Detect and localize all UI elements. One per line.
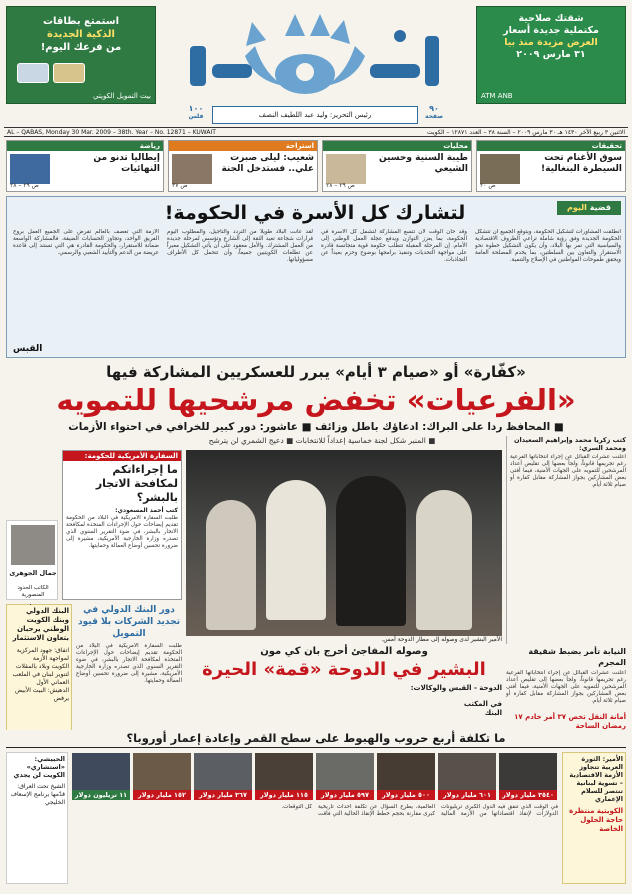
person-name: جمال الجوهرى bbox=[9, 569, 57, 577]
dateline-bar bbox=[4, 127, 628, 137]
note-text: الكويتية منتظرة حاجة الحلول الخاصة bbox=[569, 807, 623, 833]
price-value: ١٠٠ bbox=[188, 104, 204, 113]
teaser-page: ص ٢٩ – ٢٨ bbox=[326, 182, 355, 189]
note-text: الأمير: الثورة العربية تتجاوز الأزمة الاقتصادية – تسوية لبنانية تنتصر للسلام الإعماري bbox=[569, 755, 623, 803]
kicker-headline[interactable]: «كفّارة» أو «صيام ٣ أيام» يبرر للعسكريين المشاركة فيها bbox=[106, 363, 526, 381]
price-label: ٥٠٠ مليار دولار bbox=[377, 790, 435, 800]
card-icon bbox=[17, 63, 49, 83]
editorial-column: وقد حان الوقت لأن تتسع المشاركة لتشمل كل الأسرة في الحكومة، بما يعزز التوازن ويدفع عجلة العمل الوطني إلى الأمام. إن المرحلة المقبلة تتطلب حكومة قوية متجانسة قادرة على مواجهة التحديات وتنفيذ برامجها بوضوح وحزم بعيداً عن التجاذبات. bbox=[321, 229, 467, 263]
column-box-label: السفارة الأمريكية للحكومة: bbox=[63, 451, 181, 461]
masthead-editor-line: رئيس التحرير: وليد عبد اللطيف النصف bbox=[212, 106, 418, 124]
photo-caption: الأمير البشير لدى وصوله إلى مطار الدوحة أمس. bbox=[381, 636, 502, 643]
price-unit: فلس bbox=[188, 113, 204, 120]
divider bbox=[6, 747, 626, 748]
sub-headline[interactable]: ■ المحافظ ردا على البراك: ادعاؤك باطل وزائف ■ عاشور: دور كبير للخرافي في احتواء الأزمات bbox=[68, 421, 564, 433]
teaser-3[interactable] bbox=[168, 140, 318, 192]
person-photo bbox=[11, 525, 55, 565]
editorial-box bbox=[6, 196, 626, 358]
masthead-logo bbox=[170, 6, 460, 104]
editorial-column: انطلقت المشاورات لتشكيل الحكومة، ويتوقع الجميع أن تتشكل الحكومة الجديدة وفق رؤية شاملة تراعي الظروف الاقتصادية والسياسية التي تمر بها البلاد، وأن يكون التشكيل خطوة نحو الاستقرار والتعاون بين السلطتين، بما يخدم المصلحة العامة ويحقق طموحات المواطنين في الإصلاح والتنمية. bbox=[475, 229, 621, 263]
sidebar-item-title[interactable]: دور البنك الدولي في تجديد الشركات بلا قيود التمويل bbox=[78, 605, 180, 639]
pages-value: ٩٠ bbox=[429, 104, 439, 113]
photo-dateline: الدوحة - القبس والوكالات: bbox=[410, 684, 502, 692]
ad-line: الذكية الجديدة bbox=[46, 29, 115, 40]
list-item: الكويت وبلاد بالمقلات bbox=[15, 663, 69, 670]
sidebar-item-text: طلبت السفارة الأمريكية في البلاد من الحكومة تقديم إيضاحات حول الإجراءات المتخذة لمكافحة الاتجار بالبشر، في ضوء التقرير السنوي الذي تصدره وزارة الخارجية الأمريكية، مشيرة إلى ضرورة تحسين أوضاع العمالة وحمايتها. bbox=[76, 643, 182, 684]
editorial-badge-label2: اليوم bbox=[567, 203, 587, 212]
photo-kicker: وصوله المفاجئ أحرج بان كي مون bbox=[260, 646, 428, 657]
sidebar-small-headline[interactable]: في المكتب البنك bbox=[463, 700, 502, 717]
figure-shape bbox=[416, 490, 472, 630]
list-item: الدهيش: البيت الأبيض يرفض bbox=[14, 687, 69, 702]
teaser-page: ص ٣٧ bbox=[172, 182, 188, 189]
price-label: ١١٥ مليار دولار bbox=[255, 790, 313, 800]
dateline-english: AL – QABAS, Monday 30 Mar. 2009 – 38th. Year – No. 12871 – KUWAIT bbox=[7, 129, 216, 136]
teaser-4[interactable] bbox=[6, 140, 164, 192]
sidebar-headline[interactable]: أمانة النقل تخص ٣٧ أمر خادم ١٧ رمضان الساحة bbox=[514, 713, 626, 730]
teaser-text: طيبة السنية وحسين الشيعي bbox=[379, 153, 468, 174]
lead-photo[interactable] bbox=[186, 450, 502, 636]
sidebar-text: أعلنت عشرات القبائل عن إجراء انتخاباتها الفرعية رغم تجريمها قانوناً، ولجأ بعضها إلى تقليص أعداد المرشحين للتمويه على الجهات الأمنية، فيما أفتى بعض المشاركين بجواز المشاركة مقابل كفارة أو صيام ثلاثة أيام. bbox=[506, 670, 626, 704]
bottom-article-text: في الوقت الذي تنفق فيه الدول الكبرى تريليونات الدولارات لإنقاذ اقتصاداتها من الأزمة المالية العالمية، يطرح السؤال عن تكلفة أحداث تاريخية كبرى مقارنة بحجم خطط الإنقاذ الحالية التي فاقت كل التوقعات. bbox=[281, 804, 558, 817]
lead-column bbox=[506, 436, 626, 644]
teaser-text: إيطاليا تدنو من النهائيات bbox=[93, 153, 160, 174]
spacer bbox=[30, 604, 31, 605]
lead-byline: كتب زكريا محمد وإبراهيم السعيدان ومحمد السري: bbox=[513, 436, 626, 452]
teaser-page: ص ٢٩ – ٢٨ bbox=[10, 182, 39, 189]
price-label: ٦٠١ مليار دولار bbox=[438, 790, 496, 800]
editorial-column: لقد عانت البلاد طويلاً من التردد والتأجيل، والمطلوب اليوم قرارات شجاعة تعيد الثقة إلى الشارع وتؤسس لمرحلة جديدة من العمل المشترك. والأمل معقود على أن يأتي التشكيل معبراً عن تطلعات الكويتيين جميعاً، وأن تتحمل كل الأطراف مسؤولياتها. bbox=[167, 229, 313, 263]
logo-emblem-icon bbox=[170, 6, 460, 104]
teaser-section: رياضة bbox=[7, 141, 163, 151]
price-label: ٣٦٧ مليار دولار bbox=[194, 790, 252, 800]
list-item: اتفاق: جهود المركزية لمواجهة الأزمة bbox=[16, 647, 69, 662]
left-advertisement[interactable] bbox=[6, 6, 156, 104]
right-note-box bbox=[562, 752, 626, 884]
list-item: لتنوير لبنان في الملعب العماني الأول bbox=[12, 671, 69, 686]
column-box-text: طلبت السفارة الأمريكية في البلاد من الحكومة تقديم إيضاحات حول الإجراءات المتخذة لمكافحة الاتجار بالبشر، في ضوء التقرير السنوي الذي تصدره وزارة الخارجية الأمريكية، مشيرة إلى ضرورة تحسين أوضاع العمالة وحمايتها. bbox=[66, 515, 178, 549]
card-icon bbox=[53, 63, 85, 83]
teaser-section: استراحة bbox=[169, 141, 317, 151]
figure-shape bbox=[206, 500, 256, 630]
price-label: ١١ تريليون دولار bbox=[72, 790, 130, 800]
column-box-byline: كتب أحمد المسعودي: bbox=[115, 507, 178, 514]
pages-unit: صفحة bbox=[424, 113, 444, 120]
ad-footer: ATM ANB bbox=[481, 92, 513, 100]
left-box-title[interactable]: البنك الدولي وبنك الكويت الوطني يرحبان بتعاون الاستثمار bbox=[12, 607, 69, 642]
left-sidebar-items bbox=[76, 604, 182, 744]
teaser-photo bbox=[172, 154, 212, 184]
main-headline[interactable]: «الفرعيات» تخفض مرشحيها للتمويه bbox=[56, 383, 576, 417]
teaser-photo bbox=[10, 154, 50, 184]
dateline-arabic: الاثنين ٣ ربيع الآخر ١٤٣٠ هـ ٣٠ مارس ٢٠٠٩ – السنة ٣٨ – العدد ١٢٨٧١ – الكويت bbox=[427, 129, 625, 136]
teaser-text: شعيب: ليلى صبرت علي.. فستدخل الجنة bbox=[221, 153, 314, 174]
figure-shape bbox=[266, 480, 326, 620]
editorial-column: الأزمة التي تعصف بالعالم تفرض على الجميع العمل بروح الفريق الواحد، وتجاوز الحسابات الضيقة. فالمشاركة الواسعة ضمانة للاستقرار، والحكومة القادرة هي التي تستند إلى قاعدة عريضة من الدعم والتأييد الشعبي والرسمي. bbox=[13, 229, 159, 256]
sidebar-headline[interactable]: النيابة تأمر بضبط شقيقة المجرم bbox=[528, 647, 626, 667]
figure-shape bbox=[336, 476, 406, 626]
left-box bbox=[6, 604, 72, 744]
note-text: الشيخ تحت العراق: قدّمها برنامج الإسعاف الخليجي bbox=[10, 783, 65, 806]
left-note-box bbox=[6, 752, 68, 884]
column-box bbox=[62, 450, 182, 600]
left-box-points bbox=[7, 645, 71, 705]
far-left-box bbox=[6, 520, 58, 600]
teaser-page: ص ٢٠ bbox=[480, 182, 496, 189]
editorial-title: لتشارك كل الأسرة في الحكومة! bbox=[164, 202, 466, 224]
teaser-section: محليات bbox=[323, 141, 471, 151]
editorial-badge-label: قضية bbox=[589, 203, 611, 212]
masthead-pages bbox=[420, 104, 448, 120]
ad-line: شقتك صلاحية bbox=[518, 13, 584, 24]
lead-text: أعلنت عشرات القبائل عن إجراء انتخاباتها الفرعية رغم تجريمها قانوناً، ولجأ بعضها إلى تقليص أعداد المرشحين للتمويه على الجهات الأمنية، فيما أفتى بعض المشاركين بجواز المشاركة مقابل كفارة أو صيام ثلاثة أيام. bbox=[510, 454, 626, 488]
teaser-photo bbox=[480, 154, 520, 184]
teaser-section: تحقيقات bbox=[477, 141, 625, 151]
ad-line: مكتملية جديدة أسعار bbox=[503, 25, 599, 36]
price-label: ١٥٢ مليار دولار bbox=[133, 790, 191, 800]
editorial-badge bbox=[557, 201, 621, 215]
person-note: الكاتب الحدود المنصورية bbox=[17, 585, 49, 598]
deck-headline: ■ المنبر شكل لجنة خماسية إعداداً للانتخابات ■ دعيج الشمري لن يترشح bbox=[208, 436, 436, 445]
ad-footer: بيت التمويل الكويتي bbox=[93, 92, 151, 100]
right-advertisement[interactable] bbox=[476, 6, 626, 104]
ad-line: استمتع بطاقات bbox=[42, 16, 120, 27]
bottom-banner[interactable]: ما تكلفة أربع حروب والهبوط على سطح القمر وإعادة إعمار أوروبا؟ bbox=[6, 730, 626, 746]
column-box-title[interactable]: ما إجراءاتكم لمكافحة الاتجار بالبشر؟ bbox=[95, 463, 178, 504]
masthead-price bbox=[182, 104, 210, 120]
teaser-2[interactable] bbox=[322, 140, 472, 192]
ad-line: العرض مزيدة منذ بيا bbox=[504, 37, 598, 48]
masthead-title bbox=[170, 6, 171, 7]
note-text: الحبيشي: «استشاري» الكويت لن يجدي bbox=[13, 755, 65, 779]
ad-line: من فرعك اليوم! bbox=[40, 42, 122, 53]
editorial-signature: القبس bbox=[13, 344, 43, 354]
ad-line: ٣١ مارس ٢٠٠٩ bbox=[516, 49, 586, 60]
photo-headline[interactable]: البشير في الدوحة «قمة» الحيرة bbox=[202, 659, 486, 680]
teaser-1[interactable] bbox=[476, 140, 626, 192]
price-label: ٥٩٧ مليار دولار bbox=[316, 790, 374, 800]
teaser-text: سوق الأغنام تحت السيطرة البنغالية! bbox=[541, 153, 622, 174]
teaser-photo bbox=[326, 154, 366, 184]
price-label: ٣٥٤٠ مليار دولار bbox=[499, 790, 557, 800]
